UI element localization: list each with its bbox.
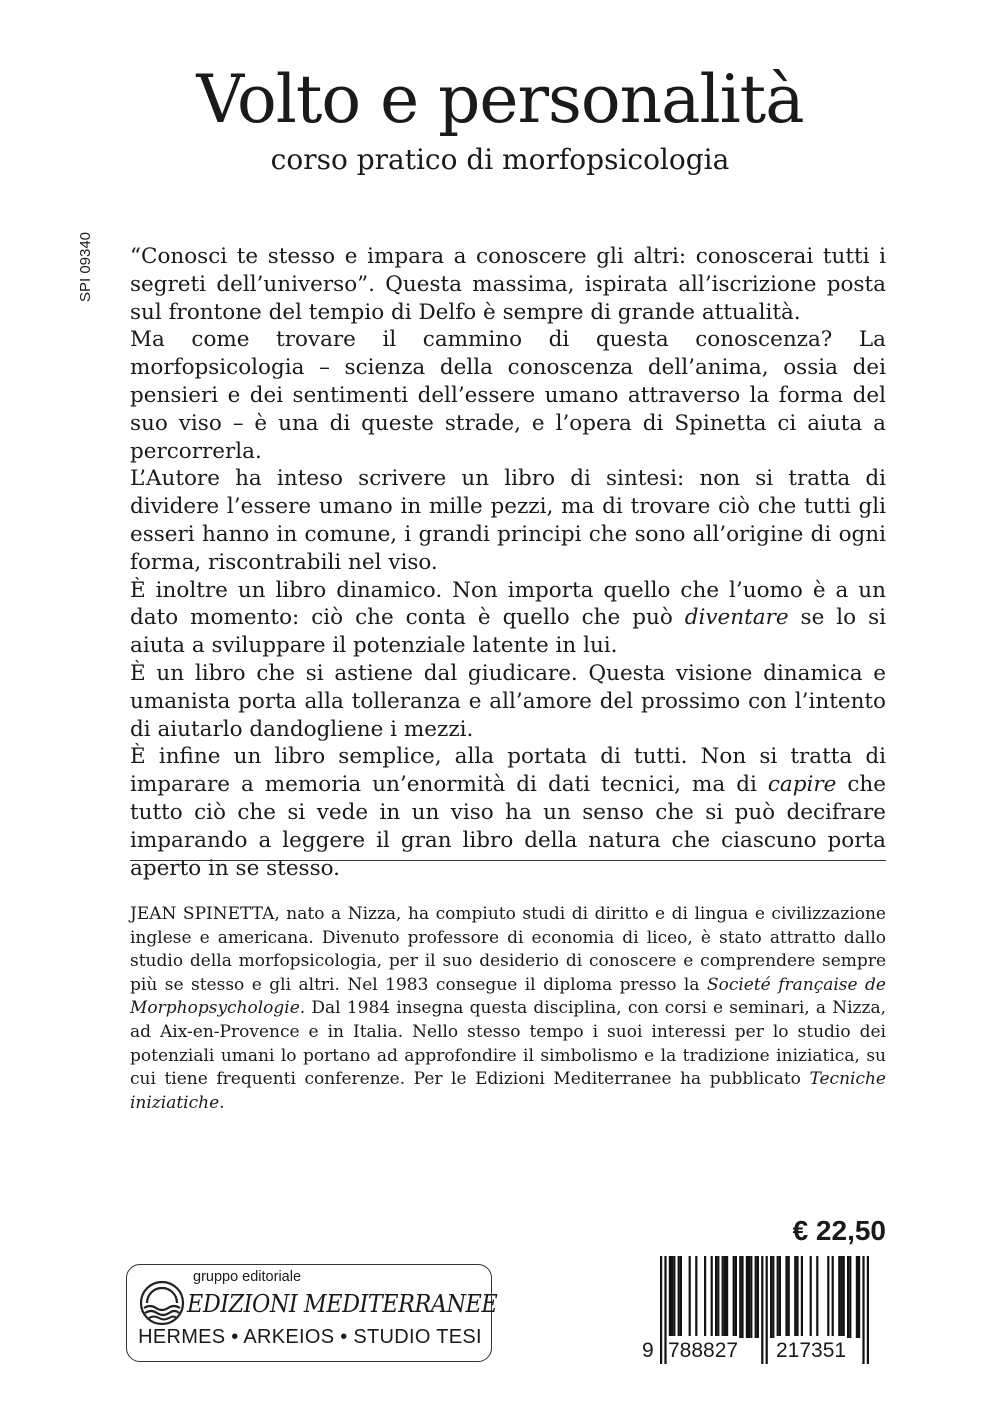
isbn-number bbox=[640, 1336, 886, 1366]
text-span: che tutto ciò che si vede in un viso ha un senso che si può decifrare imparando a leggere il gran libro della natura che ciascuno porta aperto in se stesso. bbox=[130, 772, 886, 881]
barcode-bar bbox=[757, 1256, 759, 1338]
barcode-bar bbox=[777, 1256, 779, 1338]
barcode-bar bbox=[856, 1256, 858, 1338]
barcode-bar bbox=[750, 1256, 752, 1338]
text-span: Dal 1984 insegna questa disciplina, con corsi e seminari, a Nizza, ad Aix-en-Provence e in Italia. Nello stesso tempo i suoi interessi per lo studio dei potenziali umani lo portano ad approfondire il simbolismo e la tradizione iniziatica, su cui tiene frequenti conferenze. Per le Edizioni Mediterranee ha pubblicato bbox=[130, 998, 886, 1090]
author-bio-paragraph bbox=[130, 903, 886, 1115]
sku-code: SPI 09340 bbox=[77, 231, 94, 303]
barcode-bar bbox=[741, 1256, 743, 1338]
wave-sun-logo-icon bbox=[139, 1280, 185, 1326]
section-divider bbox=[130, 860, 886, 861]
text-span: se lo si aiuta a sviluppare il potenziale latente in lui. bbox=[130, 605, 886, 659]
barcode-bar bbox=[779, 1256, 781, 1338]
description-paragraph: “Conosci te stesso e impara a conoscere gli altri: conoscerai tutti i segreti dell’universo”. Questa massima, ispirata all’iscrizione posta sul frontone del tempio di Delfo è sempre di grande attualità. bbox=[130, 244, 886, 325]
barcode-bar bbox=[724, 1256, 726, 1338]
barcode-bar bbox=[840, 1256, 842, 1338]
emphasis: Societé française de Morphopsychologie. bbox=[130, 974, 886, 1019]
barcode-bar bbox=[843, 1256, 845, 1338]
barcode-bar bbox=[726, 1256, 728, 1338]
publisher-name: EDIZIONI MEDITERRANEE bbox=[187, 1290, 498, 1318]
isbn-first-digit: 9 bbox=[642, 1336, 654, 1366]
barcode-bar bbox=[849, 1256, 851, 1338]
description bbox=[130, 243, 886, 882]
description-paragraph: È un libro che si astiene dal giudicare. Questa visione dinamica e umanista porta alla tolleranza e all’amore del prossimo con l’intento di aiutarlo dandogliene i mezzi. bbox=[130, 660, 886, 742]
barcode-bar bbox=[785, 1256, 787, 1338]
barcode-bar bbox=[722, 1256, 724, 1338]
barcode-bar bbox=[669, 1256, 671, 1338]
barcode-bar bbox=[671, 1256, 673, 1338]
book-subtitle: corso pratico di morfopsicologia bbox=[270, 143, 730, 176]
barcode-bar bbox=[680, 1256, 682, 1338]
book-title: Volto e personalità bbox=[196, 61, 804, 138]
barcode-bar bbox=[704, 1256, 706, 1338]
barcode-bar bbox=[755, 1256, 757, 1338]
description-paragraph bbox=[130, 743, 886, 882]
isbn-left-group: 788827 bbox=[668, 1336, 738, 1366]
barcode-bar bbox=[689, 1256, 691, 1338]
publisher-group-label: gruppo editoriale bbox=[193, 1269, 302, 1285]
barcode-bar bbox=[770, 1256, 772, 1338]
description-paragraph: Ma come trovare il cammino di questa conoscenza? La morfopsicologia – scienza della conoscenza dell’anima, ossia dei pensieri e dei sentimenti dell’essere umano attraverso la forma del suo viso – è una di queste strade, e l’opera di Spinetta ci aiuta a percorrerla. bbox=[130, 327, 886, 464]
barcode-bar bbox=[794, 1256, 796, 1338]
barcode-bar bbox=[801, 1256, 803, 1338]
emphasis: Tecniche iniziatiche. bbox=[130, 1069, 886, 1113]
publisher-imprints: HERMES • ARKEIOS • STUDIO TESI bbox=[138, 1326, 482, 1348]
barcode-bar bbox=[717, 1256, 719, 1338]
price: € 22,50 bbox=[792, 1215, 886, 1246]
barcode-bar bbox=[673, 1256, 675, 1338]
publisher-logo-box bbox=[126, 1264, 498, 1362]
barcode-bar bbox=[746, 1256, 748, 1338]
barcode-bar bbox=[772, 1256, 774, 1338]
barcode-bar bbox=[678, 1256, 680, 1338]
barcode-bar bbox=[858, 1256, 860, 1338]
emphasis: capire bbox=[767, 772, 837, 798]
barcode-bar bbox=[733, 1256, 735, 1338]
emphasis: diventare bbox=[684, 605, 789, 631]
barcode-bar bbox=[847, 1256, 849, 1338]
text-span: JEAN SPINETTA, nato a Nizza, ha compiuto studi di diritto e di lingua e civilizzazione inglese e americana. Divenuto professore di economia di liceo, è stato attratto dallo studio della morfopsicologia, per il suo desiderio di conoscere e comprendere sempre più se stesso e gli altri. Nel 1983 consegue il diploma presso la bbox=[130, 904, 886, 995]
barcode-bar bbox=[739, 1256, 741, 1338]
barcode-bar bbox=[715, 1256, 717, 1338]
barcode-bar bbox=[796, 1256, 798, 1338]
barcode-bar bbox=[695, 1256, 697, 1338]
barcode-bar bbox=[748, 1256, 750, 1338]
barcode-bar bbox=[832, 1256, 834, 1338]
barcode-bar bbox=[810, 1256, 812, 1338]
barcode-bar bbox=[788, 1256, 790, 1338]
description-paragraph bbox=[130, 577, 886, 660]
author-bio bbox=[130, 903, 886, 1115]
barcode-bar bbox=[816, 1256, 818, 1338]
description-paragraph: L’Autore ha inteso scrivere un libro di sintesi: non si tratta di dividere l’essere umano in mille pezzi, ma di trovare ciò che tutti gli esseri hanno in comune, i grandi principi che sono all’origine di ogni forma, riscontrabili nel viso. bbox=[130, 466, 886, 575]
barcode-bar bbox=[827, 1256, 829, 1338]
barcode-bar bbox=[711, 1256, 713, 1338]
barcode-bar bbox=[838, 1256, 840, 1338]
text-span: È infine un libro semplice, alla portata di tutti. Non si tratta di imparare a memoria un’enormità di dati tecnici, ma di bbox=[130, 744, 886, 798]
text-span: È inoltre un libro dinamico. Non importa quello che l’uomo è a un dato momento: ciò che conta è quello che può bbox=[130, 577, 886, 631]
barcode-bar bbox=[735, 1256, 737, 1338]
isbn-right-group: 217351 bbox=[776, 1336, 846, 1366]
